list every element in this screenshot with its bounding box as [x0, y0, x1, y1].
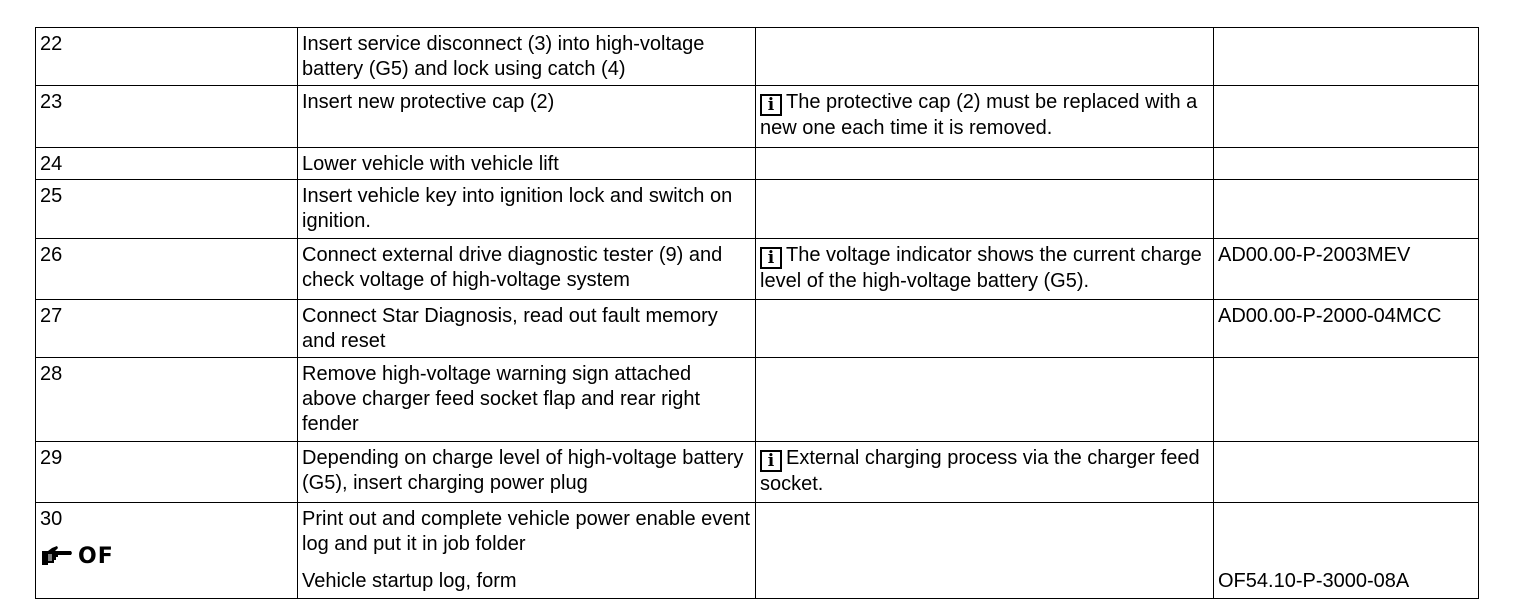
step-note: [756, 86, 1214, 148]
step-reference: [1214, 358, 1479, 442]
step-reference: [1214, 442, 1479, 503]
table-row: [36, 442, 1479, 503]
table-row: [36, 300, 1479, 358]
step-note: [756, 300, 1214, 358]
step-note: [756, 148, 1214, 180]
table-row: [36, 148, 1479, 180]
step-action: Connect external drive diagnostic tester (9) and check voltage of high-voltage system: [298, 239, 756, 300]
table-row: [36, 28, 1479, 86]
step-reference: [1214, 28, 1479, 86]
form-description: Vehicle startup log, form: [302, 570, 517, 592]
step-action-text: Print out and complete vehicle power enable event log and put it in job folder: [302, 508, 751, 555]
table-row: [36, 86, 1479, 148]
table-row: [36, 358, 1479, 442]
step-note: [756, 28, 1214, 86]
info-icon: i: [760, 247, 782, 269]
procedure-table: [35, 27, 1479, 599]
step-reference: [1214, 148, 1479, 180]
step-number-text: 30: [40, 508, 63, 530]
step-action: Lower vehicle with vehicle lift: [298, 148, 756, 180]
step-number: 24: [36, 148, 298, 180]
step-number: 22: [36, 28, 298, 86]
step-action: Remove high-voltage warning sign attached above charger feed socket flap and rear right fender: [298, 358, 756, 442]
step-number: [36, 503, 298, 599]
note-text: External charging process via the charger feed socket.: [760, 447, 1200, 495]
step-number: 25: [36, 180, 298, 239]
table-row: [36, 180, 1479, 239]
note-text: The voltage indicator shows the current charge level of the high-voltage battery (G5).: [760, 244, 1202, 292]
step-action: Depending on charge level of high-voltage battery (G5), insert charging power plug: [298, 442, 756, 503]
step-number: 29: [36, 442, 298, 503]
step-note: [756, 503, 1214, 599]
step-note: [756, 239, 1214, 300]
step-number: 23: [36, 86, 298, 148]
step-action: [298, 503, 756, 599]
table-row: [36, 503, 1479, 599]
table-row: [36, 239, 1479, 300]
step-reference: [1214, 86, 1479, 148]
step-action: Insert service disconnect (3) into high-voltage battery (G5) and lock using catch (4): [298, 28, 756, 86]
step-note: [756, 180, 1214, 239]
note-text: The protective cap (2) must be replaced with a new one each time it is removed.: [760, 91, 1198, 139]
step-note: [756, 358, 1214, 442]
step-reference: [1214, 503, 1479, 599]
step-action: Connect Star Diagnosis, read out fault memory and reset: [298, 300, 756, 358]
info-icon: i: [760, 94, 782, 116]
form-label: OF: [78, 544, 114, 569]
pointing-hand-icon: [40, 545, 74, 569]
step-number: 28: [36, 358, 298, 442]
step-number: 26: [36, 239, 298, 300]
step-reference: AD00.00-P-2003MEV: [1214, 239, 1479, 300]
step-note: [756, 442, 1214, 503]
form-marker: [40, 544, 293, 569]
step-action: Insert vehicle key into ignition lock and switch on ignition.: [298, 180, 756, 239]
form-reference: OF54.10-P-3000-08A: [1218, 570, 1410, 592]
step-reference: [1214, 180, 1479, 239]
step-action: Insert new protective cap (2): [298, 86, 756, 148]
step-reference: AD00.00-P-2000-04MCC: [1214, 300, 1479, 358]
step-number: 27: [36, 300, 298, 358]
info-icon: i: [760, 450, 782, 472]
